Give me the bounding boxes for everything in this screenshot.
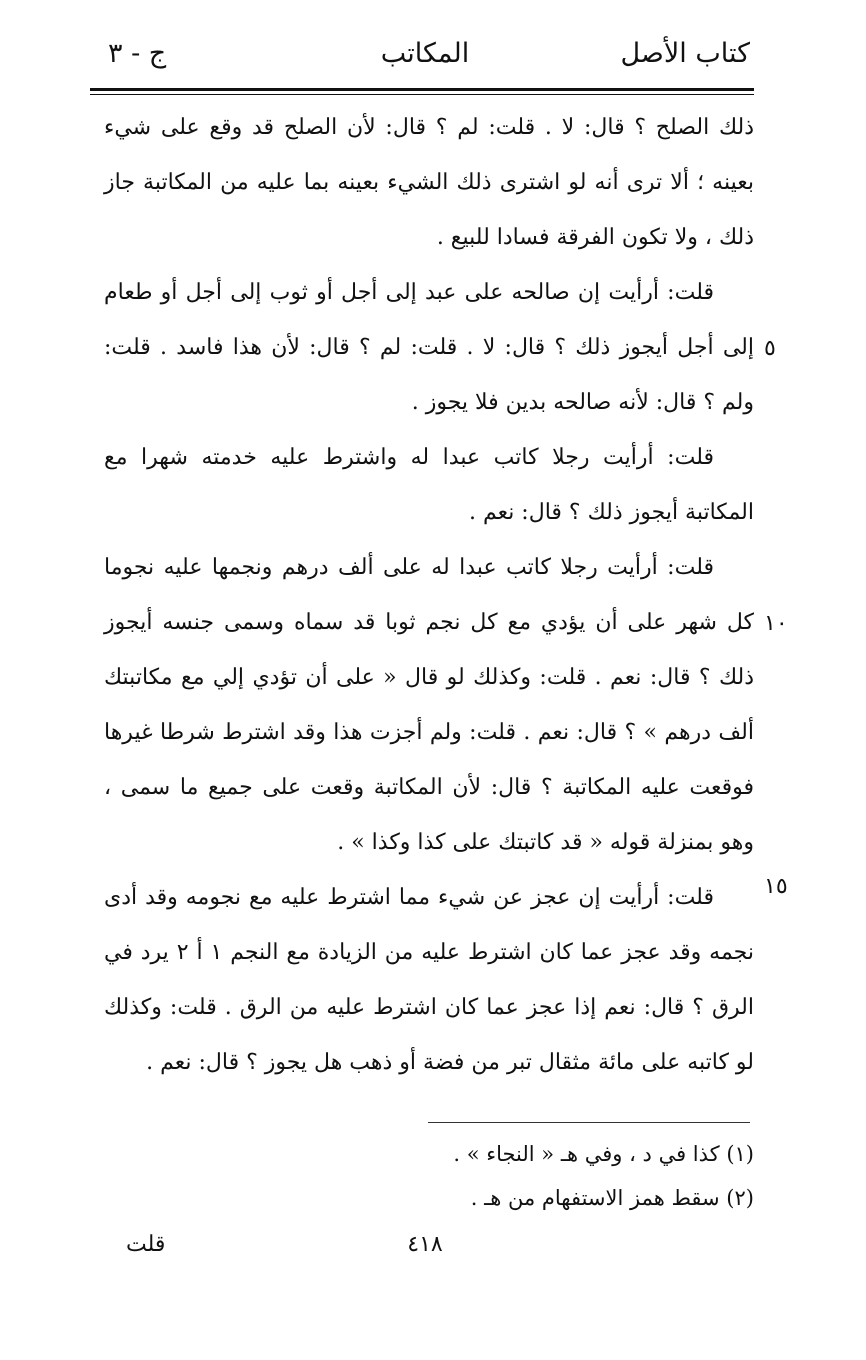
page-number: ٤١٨ bbox=[407, 1232, 443, 1257]
volume-label: ج - ٣ bbox=[108, 38, 167, 69]
page-footer bbox=[100, 1228, 750, 1268]
paragraph: قلت: أرأيت رجلا كاتب عبدا له على ألف درهم ونجمها عليه نجوما كل شهر على أن يؤدي مع كل نجم ثوبا قد سماه وسمى جنسه أيجوز ذلك ؟ قال: نعم . قلت: وكذلك لو قال « على أن تؤدي إلي مع مكاتبتك ألف درهم » ؟ قال: نعم . قلت: ولم أجزت هذا وقد اشترط شرطا غيرها فوقعت عليه المكاتبة ؟ قال: لأن المكاتبة وقعت على جميع ما سمى ، وهو بمنزلة قوله « قد كاتبتك على كذا وكذا » . bbox=[104, 555, 754, 855]
paragraph: ذلك الصلح ؟ قال: لا . قلت: لم ؟ قال: لأن الصلح قد وقع على شيء بعينه ؛ ألا ترى أنه لو اشترى ذلك الشيء بعينه بما عليه من المكاتبة جاز ذلك ، ولا تكون الفرقة فسادا للبيع . bbox=[104, 115, 754, 250]
running-header bbox=[100, 28, 750, 78]
header-rule-thin bbox=[90, 94, 754, 95]
footnote-rule bbox=[428, 1122, 750, 1123]
line-number: ٥ bbox=[764, 336, 776, 361]
header-rule-thick bbox=[90, 88, 754, 91]
footnote: (٢) سقط همز الاستفهام من هـ . bbox=[470, 1186, 754, 1210]
line-number: ١٠ bbox=[764, 611, 788, 636]
footnotes bbox=[104, 1132, 754, 1220]
book-title: كتاب الأصل bbox=[620, 38, 750, 69]
line-number: ١٥ bbox=[764, 874, 788, 899]
footnote: (١) كذا في د ، وفي هـ « النجاء » . bbox=[453, 1142, 754, 1166]
paragraph: قلت: أرأيت رجلا كاتب عبدا له واشترط عليه خدمته شهرا مع المكاتبة أيجوز ذلك ؟ قال: نعم . bbox=[104, 445, 754, 525]
catchword: قلت bbox=[126, 1232, 166, 1257]
chapter-title: المكاتب bbox=[380, 38, 470, 69]
paragraph: قلت: أرأيت إن عجز عن شيء مما اشترط عليه مع نجومه وقد أدى نجمه وقد عجز عما كان اشترط عليه من الزيادة مع النجم ١ أ ٢ يرد في الرق ؟ قال: نعم إذا عجز عما كان اشترط عليه من الرق . قلت: وكذلك لو كاتبه على مائة مثقال تبر من فضة أو ذهب هل يجوز ؟ قال: نعم . bbox=[104, 885, 754, 1075]
paragraph: قلت: أرأيت إن صالحه على عبد إلى أجل أو ثوب إلى أجل أو طعام إلى أجل أيجوز ذلك ؟ قال: لا . قلت: لم ؟ قال: لأن هذا فاسد . قلت: ولم ؟ قال: لأنه صالحه بدين فلا يجوز . bbox=[104, 280, 754, 415]
main-text bbox=[104, 100, 754, 1090]
